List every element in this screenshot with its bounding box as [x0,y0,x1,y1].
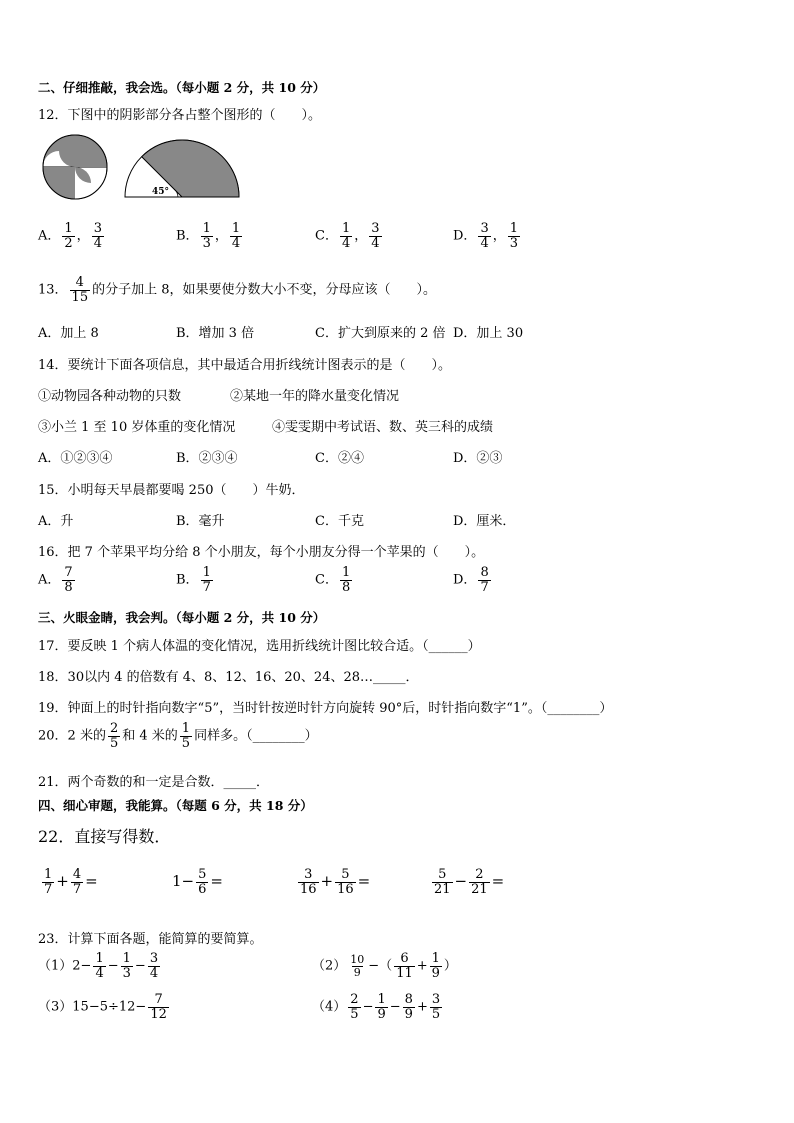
q22-item-1: $\frac{1}{7}$ + $\frac{4}{7}$ = [44,867,98,897]
q13-option-b[interactable]: B．增加 3 倍 [176,326,255,341]
q12-option-b[interactable]: B． $\frac{1}{3}$ ， $\frac{1}{4}$ [176,221,241,251]
question-17: 17．要反映 1 个病人体温的变化情况，选用折线统计图比较合适。（______） [38,639,481,654]
q16-option-d[interactable]: D． $\frac{8}{7}$ [453,565,489,595]
question-20: 20．2 米的 $\frac{2}{5}$ 和 4 米的 $\frac{1}{5}$ 同样多。（________） [38,721,318,751]
q14-option-c[interactable]: C．②④ [315,451,364,466]
q15-option-c[interactable]: C．千克 [315,514,364,529]
question-14: 14．要统计下面各项信息，其中最适合用折线统计图表示的是（ ）。 [38,358,452,373]
q22-item-4: $\frac{5}{21}$ − $\frac{2}{21}$ = [434,867,505,897]
q14-item-3: ③小兰 1 至 10 岁体重的变化情况 [38,420,236,435]
q14-item-2: ②某地一年的降水量变化情况 [230,389,400,404]
q15-option-b[interactable]: B．毫升 [176,514,225,529]
question-15: 15．小明每天早晨都要喝 250（ ）牛奶． [38,483,305,498]
question-21: 21．两个奇数的和一定是合数．_____． [38,775,270,790]
q14-option-d[interactable]: D．②③ [453,451,503,466]
question-12-figures [38,134,258,202]
q23-part-4: （4） $\frac{2}{5}$ − $\frac{1}{9}$ − $\frac{8}{9}$ + $\frac{3}{5}$ [312,992,441,1022]
q14-option-b[interactable]: B．②③④ [176,451,238,466]
question-23-title: 23．计算下面各题，能简算的要简算。 [38,932,263,947]
semicircle-figure [125,140,239,197]
q13-option-a[interactable]: A．加上 8 [38,326,99,341]
q23-part-2: （2） $\frac{10}{9}$ −（ $\frac{6}{11}$ + $\frac{1}{9}$ ） [312,951,457,981]
section-3-title: 三、火眼金睛，我会判。（每小题 2 分，共 10 分） [38,610,326,625]
q15-option-a[interactable]: A．升 [38,514,74,529]
question-18: 18．30以内 4 的倍数有 4、8、12、16、20、24、28…_____． [38,670,419,685]
pinwheel-circle-figure [43,135,107,199]
angle-label: 45° [152,187,170,197]
q15-option-d[interactable]: D．厘米． [453,514,516,529]
q13-option-d[interactable]: D．加上 30 [453,326,524,341]
question-13: 13． $\frac{4}{15}$ 的分子加上 8，如果要使分数大小不变，分母应该（ ）。 [38,275,436,305]
section-2-title: 二、仔细推敲，我会选。（每小题 2 分，共 10 分） [38,80,326,95]
q14-option-a[interactable]: A．①②③④ [38,451,113,466]
q22-item-3: $\frac{3}{16}$ + $\frac{5}{16}$ = [300,867,371,897]
question-22-title: 22．直接写得数． [38,827,171,846]
q16-option-a[interactable]: A． $\frac{7}{8}$ [38,565,73,595]
q14-item-1: ①动物园各种动物的只数 [38,389,182,404]
question-19: 19．钟面上的时针指向数字“5”，当时针按逆时针方向旋转 90°后，时针指向数字“1”。（________） [38,701,613,716]
q13-option-c[interactable]: C．扩大到原来的 2 倍 [315,326,446,341]
q16-option-b[interactable]: B． $\frac{1}{7}$ [176,565,211,595]
q16-option-c[interactable]: C． $\frac{1}{8}$ [315,565,351,595]
section-4-title: 四、细心审题，我能算。（每题 6 分，共 18 分） [38,798,313,813]
q12-option-a[interactable]: A． $\frac{1}{2}$ ， $\frac{3}{4}$ [38,221,102,251]
question-16: 16．把 7 个苹果平均分给 8 个小朋友，每个小朋友分得一个苹果的（ ）。 [38,545,485,560]
q23-part-1: （1）2− $\frac{1}{4}$ − $\frac{1}{3}$ − $\frac{3}{4}$ [38,951,159,981]
q12-option-d[interactable]: D． $\frac{3}{4}$ ， $\frac{1}{3}$ [453,221,519,251]
q14-item-4: ④雯雯期中考试语、数、英三科的成绩 [272,420,494,435]
q23-part-3: （3）15−5÷12− $\frac{7}{12}$ [38,992,167,1022]
question-12: 12．下图中的阴影部分各占整个图形的（ ）。 [38,108,322,123]
q22-item-2: 1− $\frac{5}{6}$ = [172,867,223,897]
q12-option-c[interactable]: C． $\frac{1}{4}$ ， $\frac{3}{4}$ [315,221,380,251]
